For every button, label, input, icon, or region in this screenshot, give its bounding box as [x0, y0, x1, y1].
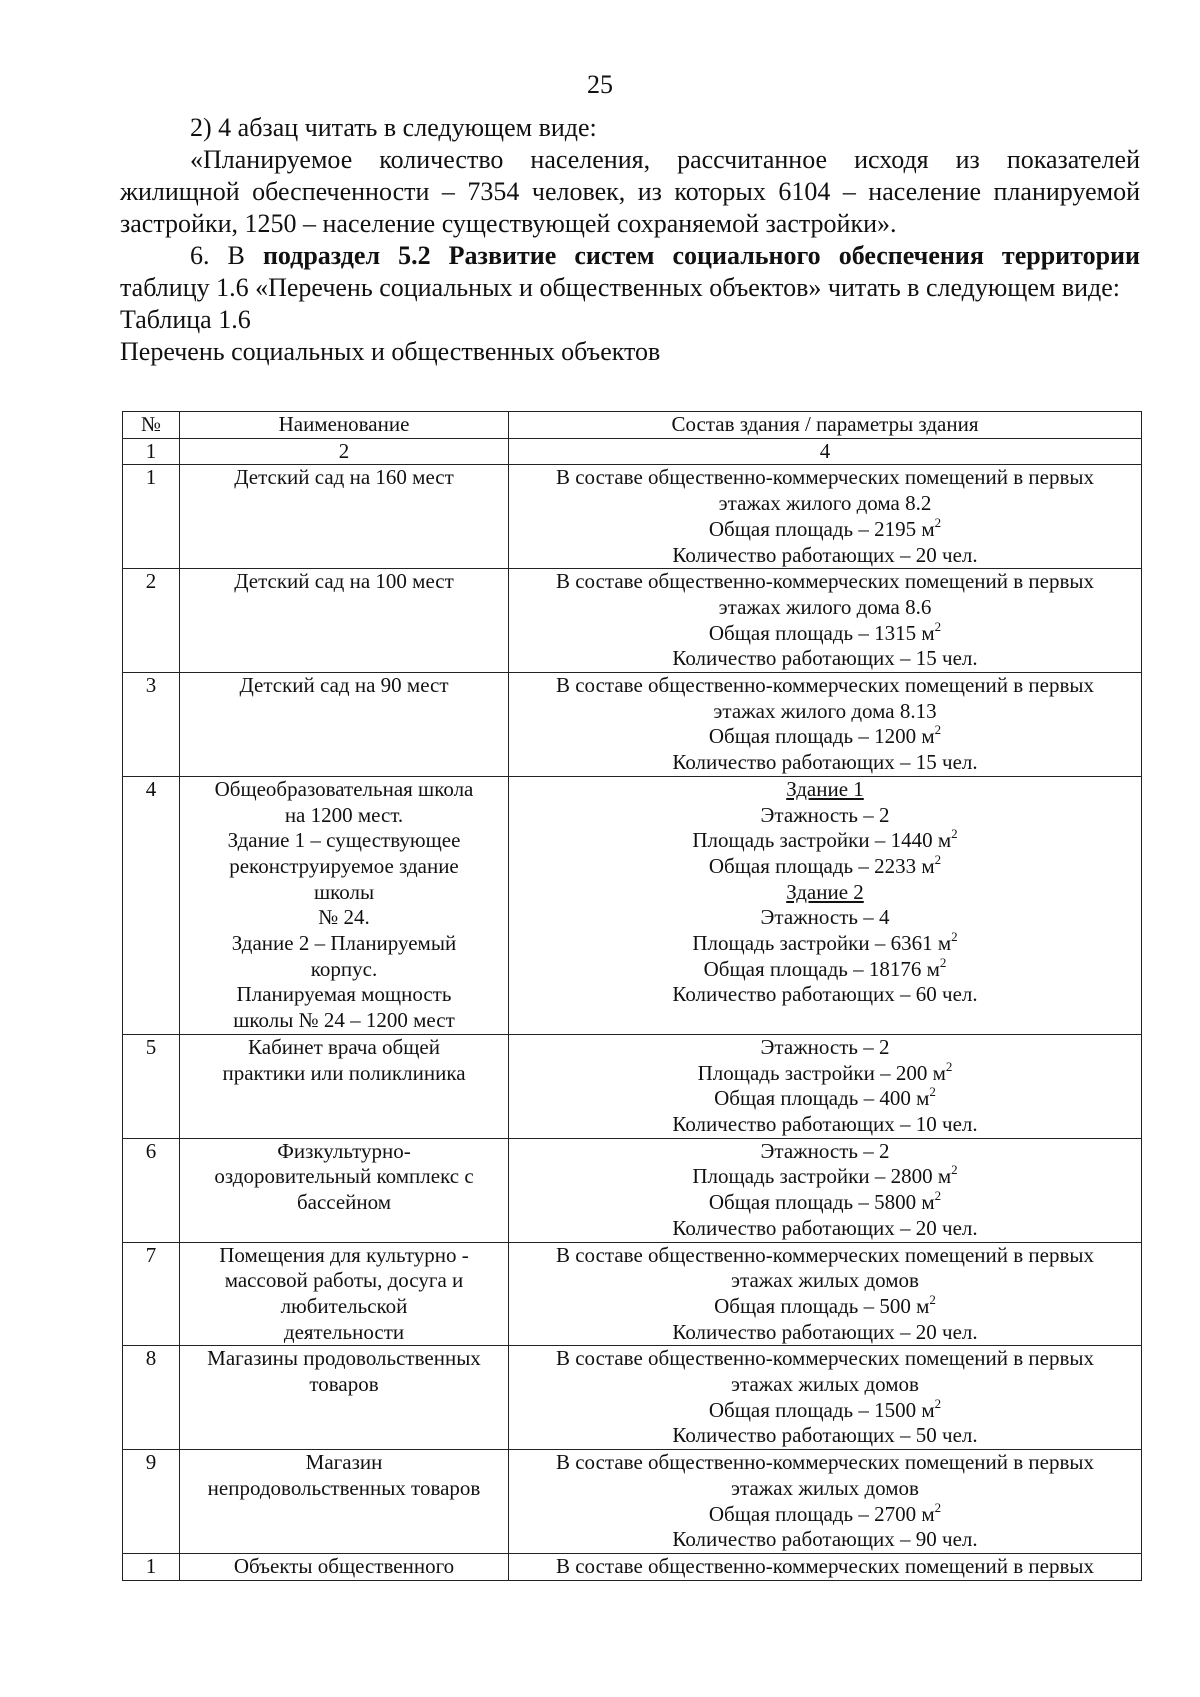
row-number: 7 [123, 1242, 180, 1346]
building-params [509, 1450, 1142, 1554]
row-number: 8 [123, 1346, 180, 1450]
param-line [513, 1476, 1137, 1502]
building-heading [513, 880, 1137, 906]
object-name [180, 673, 509, 777]
param-line [513, 1527, 1137, 1553]
object-name-line: оздоровительный комплекс с [214, 1164, 474, 1189]
object-name-line: Детский сад на 90 мест [239, 673, 449, 698]
numbering-cell-2: 2 [180, 438, 509, 465]
header-name: Наименование [180, 412, 509, 439]
param-text: Здание 2 [786, 879, 864, 904]
param-text: этажах жилого дома 8.6 [718, 594, 932, 619]
superscript-unit: 2 [934, 722, 942, 738]
param-line [513, 724, 1137, 750]
superscript-unit: 2 [929, 1291, 936, 1307]
superscript-unit: 2 [951, 929, 958, 945]
param-line [513, 1086, 1137, 1112]
building-params [509, 776, 1142, 1034]
param-text: Общая площадь – 2700 м [708, 1501, 935, 1526]
param-text: Этажность – 4 [760, 905, 890, 930]
row-number: 3 [123, 673, 180, 777]
building-heading [513, 777, 1137, 803]
param-text: Общая площадь – 5800 м [708, 1190, 935, 1215]
param-line [513, 851, 1137, 880]
param-text: Этажность – 2 [760, 1138, 890, 1163]
param-line [513, 618, 1137, 647]
param-text: Общая площадь – 500 м [714, 1293, 930, 1318]
param-text: Здание 1 [786, 776, 864, 801]
param-line [513, 1035, 1137, 1061]
table-row [123, 1346, 1142, 1450]
param-text: В составе общественно-коммерческих помещений в первых [555, 673, 1094, 698]
param-line [513, 828, 1137, 854]
building-params [509, 569, 1142, 673]
table-row [123, 569, 1142, 673]
param-line [513, 1112, 1137, 1138]
param-text: этажах жилых домов [731, 1372, 919, 1397]
table-title: Перечень социальных и общественных объектов [120, 337, 661, 366]
table-row [123, 673, 1142, 777]
param-line [513, 1243, 1137, 1269]
param-line [513, 465, 1137, 491]
row-number: 1 [123, 1553, 180, 1580]
param-text: Количество работающих – 10 чел. [672, 1111, 978, 1136]
superscript-unit: 2 [934, 1395, 942, 1411]
header-params: Состав здания / параметры здания [509, 412, 1142, 439]
object-name [180, 1553, 509, 1580]
object-name-line: деятельности [283, 1319, 405, 1344]
building-params [509, 1242, 1142, 1346]
building-params [509, 1034, 1142, 1138]
numbering-cell-1: 1 [123, 438, 180, 465]
object-name-line: корпус. [310, 956, 378, 981]
param-text: Общая площадь – 2233 м [708, 853, 935, 878]
row-number: 2 [123, 569, 180, 673]
param-text: В составе общественно-коммерческих помещений в первых [555, 1346, 1094, 1371]
param-line [513, 646, 1137, 672]
param-text: этажах жилых домов [731, 1475, 919, 1500]
param-text: В составе общественно-коммерческих помещений в первых [555, 465, 1094, 490]
object-name-line: школы [313, 879, 375, 904]
object-name-line: школы № 24 – 1200 мест [233, 1008, 455, 1033]
object-name [180, 1242, 509, 1346]
superscript-unit: 2 [939, 954, 947, 970]
object-name [180, 776, 509, 1034]
param-text: Площадь застройки – 6361 м [692, 931, 952, 956]
param-line [513, 1395, 1137, 1424]
param-line [513, 514, 1137, 543]
object-name [180, 465, 509, 569]
object-name-line: массовой работы, досуга и [224, 1268, 464, 1293]
param-line [513, 1291, 1137, 1320]
object-name-line: Общеобразовательная школа [214, 776, 474, 801]
param-text: В составе общественно-коммерческих помещений в первых [555, 569, 1094, 594]
object-name-line: непродовольственных товаров [207, 1475, 481, 1500]
param-line [513, 1268, 1137, 1294]
param-line [513, 1190, 1137, 1216]
superscript-unit: 2 [934, 1188, 942, 1204]
param-line [513, 982, 1137, 1008]
param-line [513, 1372, 1137, 1398]
table-row [123, 465, 1142, 569]
object-name-line: любительской [280, 1293, 408, 1318]
building-params [509, 673, 1142, 777]
param-text: В составе общественно-коммерческих помещений в первых [555, 1242, 1094, 1267]
param-line [513, 905, 1137, 931]
param-line [513, 803, 1137, 829]
superscript-unit: 2 [929, 1084, 936, 1100]
page-number: 25 [587, 70, 613, 99]
building-params [509, 1553, 1142, 1580]
param-text: Количество работающих – 50 чел. [672, 1423, 978, 1448]
object-name-line: товаров [309, 1372, 379, 1397]
superscript-unit: 2 [934, 851, 942, 867]
table-row [123, 776, 1142, 1034]
table-row [123, 1034, 1142, 1138]
param-text: этажах жилых домов [731, 1268, 919, 1293]
param-line [513, 673, 1137, 699]
paragraph-2: «Планируемое количество населения, рассчитанное исходя из показателей жилищной обеспеченности – 7354 человек, из которых 6104 – население планируемой застройки, 1250 – население существующей сохраняемой застройки». [120, 145, 1140, 238]
header-number: № [123, 412, 180, 439]
row-number: 4 [123, 776, 180, 1034]
object-name-line: Магазины продовольственных [207, 1346, 481, 1371]
object-name [180, 1138, 509, 1242]
param-line [513, 931, 1137, 957]
param-line [513, 750, 1137, 776]
param-line [513, 1139, 1137, 1165]
paragraph-3-end: таблицу 1.6 «Перечень социальных и общественных объектов» читать в следующем виде: [120, 273, 1121, 302]
param-text: Общая площадь – 1315 м [708, 620, 935, 645]
param-text: Общая площадь – 2195 м [708, 516, 935, 541]
object-name [180, 1450, 509, 1554]
param-text: Общая площадь – 1200 м [708, 724, 935, 749]
row-number: 5 [123, 1034, 180, 1138]
paragraph-3 [120, 240, 1140, 304]
row-number: 1 [123, 465, 180, 569]
param-line [513, 699, 1137, 725]
table-label: Таблица 1.6 [120, 305, 251, 334]
param-line [513, 1216, 1137, 1242]
superscript-unit: 2 [945, 1058, 953, 1074]
param-text: Общая площадь – 18176 м [703, 956, 940, 981]
object-name [180, 1034, 509, 1138]
object-name [180, 1346, 509, 1450]
subsection-reference: подраздел 5.2 Развитие систем социального обеспечения территории [262, 241, 1140, 270]
object-name-line: Здание 2 – Планируемый [231, 931, 457, 956]
numbering-cell-3: 4 [509, 438, 1142, 465]
object-name-line: реконструируемое здание [229, 853, 459, 878]
paragraph-3-start: 6. В [190, 241, 263, 270]
param-text: Количество работающих – 15 чел. [672, 750, 978, 775]
object-name-line: Физкультурно- [277, 1138, 411, 1163]
object-name-line: практики или поликлиника [222, 1060, 466, 1085]
param-text: Количество работающих – 15 чел. [672, 646, 978, 671]
table-row [123, 1553, 1142, 1580]
building-params [509, 1346, 1142, 1450]
param-text: Количество работающих – 20 чел. [672, 1319, 978, 1344]
superscript-unit: 2 [934, 1499, 942, 1515]
superscript-unit: 2 [951, 1162, 958, 1178]
objects-table [122, 411, 1142, 1581]
param-text: Этажность – 2 [760, 802, 890, 827]
table-row [123, 1138, 1142, 1242]
param-text: В составе общественно-коммерческих помещений в первых [555, 1553, 1094, 1578]
object-name-line: бассейном [296, 1190, 392, 1215]
param-line [513, 1423, 1137, 1449]
param-line [513, 1346, 1137, 1372]
param-line [513, 595, 1137, 621]
param-line [513, 1499, 1137, 1528]
building-params [509, 465, 1142, 569]
param-line [513, 1320, 1137, 1346]
param-text: В составе общественно-коммерческих помещений в первых [555, 1450, 1094, 1475]
param-text: Количество работающих – 20 чел. [672, 542, 978, 567]
param-text: Площадь застройки – 200 м [697, 1060, 946, 1085]
table-numbering-row [123, 438, 1142, 465]
param-line [513, 1554, 1137, 1580]
object-name-line: № 24. [318, 905, 370, 930]
object-name-line: Кабинет врача общей [248, 1034, 440, 1059]
object-name-line: Помещения для культурно - [219, 1242, 469, 1267]
param-line [513, 954, 1137, 983]
param-text: Площадь застройки – 2800 м [692, 1164, 952, 1189]
building-params [509, 1138, 1142, 1242]
object-name-line: Детский сад на 160 мест [234, 465, 454, 490]
row-number: 9 [123, 1450, 180, 1554]
param-line [513, 491, 1137, 517]
object-name [180, 569, 509, 673]
table-body [123, 465, 1142, 1580]
superscript-unit: 2 [934, 514, 942, 530]
param-text: Количество работающих – 90 чел. [672, 1527, 978, 1552]
param-text: этажах жилого дома 8.2 [718, 491, 932, 516]
object-name-line: Магазин [305, 1450, 383, 1475]
param-text: Площадь застройки – 1440 м [692, 828, 952, 853]
document-body [120, 112, 1140, 368]
param-text: Общая площадь – 1500 м [708, 1397, 935, 1422]
table-row [123, 1450, 1142, 1554]
param-line [513, 543, 1137, 569]
param-text: Количество работающих – 60 чел. [672, 982, 978, 1007]
paragraph-1: 2) 4 абзац читать в следующем виде: [190, 113, 597, 142]
param-line [513, 1058, 1137, 1087]
param-text: Общая площадь – 400 м [714, 1086, 930, 1111]
object-name-line: на 1200 мест. [284, 802, 404, 827]
object-name-line: Объекты общественного [233, 1553, 455, 1578]
param-line [513, 1164, 1137, 1190]
param-text: Количество работающих – 20 чел. [672, 1215, 978, 1240]
object-name-line: Детский сад на 100 мест [234, 569, 454, 594]
param-text: этажах жилого дома 8.13 [713, 698, 937, 723]
object-name-line: Здание 1 – существующее [227, 828, 461, 853]
param-text: Этажность – 2 [760, 1034, 890, 1059]
superscript-unit: 2 [951, 826, 958, 842]
param-line [513, 569, 1137, 595]
table-row [123, 1242, 1142, 1346]
table-header-row [123, 412, 1142, 439]
param-line [513, 1450, 1137, 1476]
row-number: 6 [123, 1138, 180, 1242]
superscript-unit: 2 [934, 618, 942, 634]
object-name-line: Планируемая мощность [236, 982, 452, 1007]
